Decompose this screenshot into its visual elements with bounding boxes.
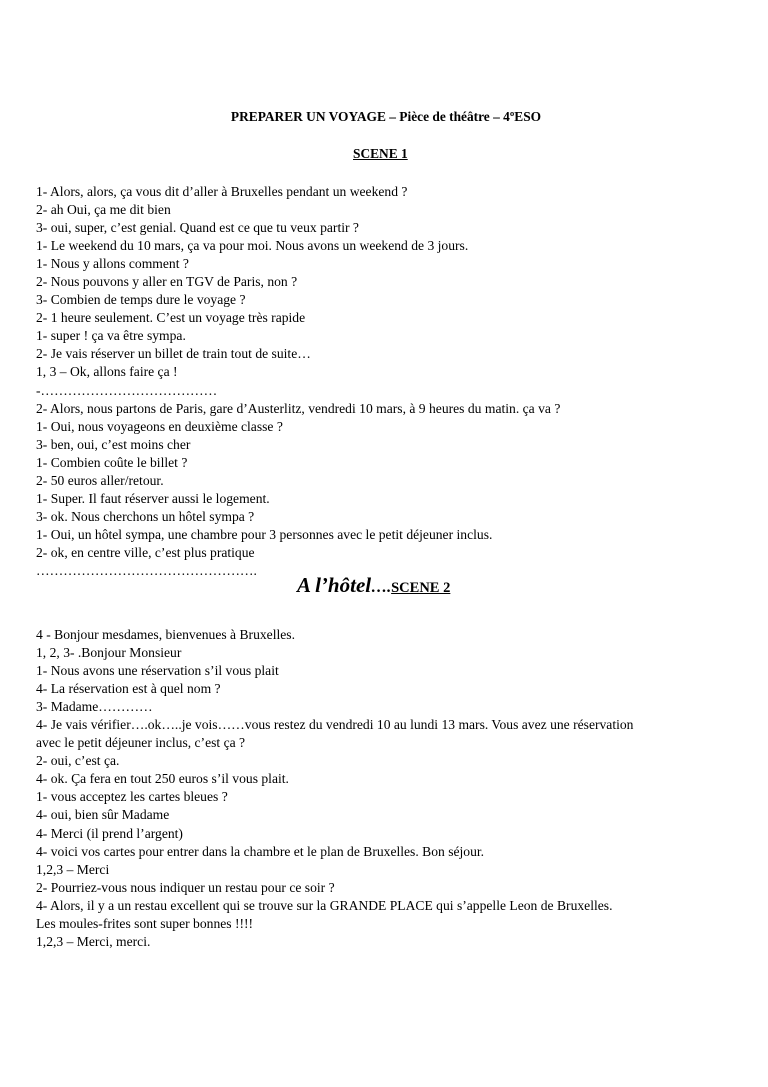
dialogue-line: 1- Combien coûte le billet ?: [36, 454, 188, 470]
scene-2-heading-label: SCENE 2: [391, 580, 451, 596]
dialogue-line: 2- ok, en centre ville, c’est plus pratique: [36, 544, 255, 560]
dialogue-line: 4- ok. Ça fera en tout 250 euros s’il vous plait.: [36, 771, 289, 787]
dialogue-line: 4- Je vais vérifier….ok…..je vois……vous restez du vendredi 10 au lundi 13 mars. Vous avez une réservation: [36, 717, 634, 733]
dialogue-line: avec le petit déjeuner inclus, c’est ça ?: [36, 735, 246, 751]
dialogue-line: 2- Alors, nous partons de Paris, gare d’Austerlitz, vendredi 10 mars, à 9 heures du matin. ça va ?: [36, 400, 561, 416]
dialogue-line: 2- Nous pouvons y aller en TGV de Paris, non ?: [36, 274, 298, 290]
dialogue-line: 3- Madame…………: [36, 699, 153, 715]
dialogue-line: Les moules-frites sont super bonnes !!!!: [36, 915, 254, 931]
dialogue-line: 4- La réservation est à quel nom ?: [36, 681, 221, 697]
scene-2-heading-main: A l’hôtel: [297, 573, 372, 597]
dialogue-line: 1- super ! ça va être sympa.: [36, 328, 186, 344]
dialogue-line: 1- vous acceptez les cartes bleues ?: [36, 789, 228, 805]
dialogue-line: 1,2,3 – Merci, merci.: [36, 933, 151, 949]
dialogue-line: 1,2,3 – Merci: [36, 861, 110, 877]
dialogue-line: 3- ok. Nous cherchons un hôtel sympa ?: [36, 508, 255, 524]
dialogue-line: 2- oui, c’est ça.: [36, 753, 120, 769]
dialogue-line: 1- Oui, nous voyageons en deuxième classe ?: [36, 418, 283, 434]
document-title: [0, 109, 768, 125]
dialogue-line: 2- Pourriez-vous nous indiquer un restau pour ce soir ?: [36, 879, 335, 895]
dialogue-line: 2- Je vais réserver un billet de train tout de suite…: [36, 346, 311, 362]
dialogue-line: 1, 3 – Ok, allons faire ça !: [36, 364, 178, 380]
dialogue-line: 2- 50 euros aller/retour.: [36, 472, 164, 488]
document-title-text: PREPARER UN VOYAGE – Pièce de théâtre – 4ºESO: [230, 109, 542, 124]
dialogue-separator: ………………………………………….: [36, 562, 257, 578]
dialogue-line: 4- oui, bien sûr Madame: [36, 807, 170, 823]
dialogue-separator: -…………………………………: [36, 382, 218, 398]
dialogue-line: 1- Super. Il faut réserver aussi le logement.: [36, 490, 270, 506]
dialogue-line: 1- Le weekend du 10 mars, ça va pour moi. Nous avons un weekend de 3 jours.: [36, 238, 469, 254]
dialogue-line: 1- Nous y allons comment ?: [36, 256, 189, 272]
dialogue-line: 1, 2, 3- .Bonjour Monsieur: [36, 645, 182, 661]
scene-2-heading-dots: ….: [371, 579, 392, 596]
dialogue-line: 3- oui, super, c’est genial. Quand est ce que tu veux partir ?: [36, 220, 359, 236]
scene-2-heading: [297, 573, 450, 598]
dialogue-line: 1- Oui, un hôtel sympa, une chambre pour 3 personnes avec le petit déjeuner inclus.: [36, 526, 493, 542]
dialogue-line: 4- voici vos cartes pour entrer dans la chambre et le plan de Bruxelles. Bon séjour.: [36, 843, 485, 859]
dialogue-line: 2- 1 heure seulement. C’est un voyage très rapide: [36, 310, 306, 326]
scene-2-dialogue: [36, 626, 736, 951]
scene-1-heading: SCENE 1: [353, 146, 408, 161]
dialogue-line: 4- Alors, il y a un restau excellent qui se trouve sur la GRANDE PLACE qui s’appelle Leon de Bruxelles.: [36, 897, 613, 913]
dialogue-line: 4 - Bonjour mesdames, bienvenues à Bruxelles.: [36, 627, 295, 642]
scene-1-dialogue: [36, 183, 736, 580]
dialogue-line: 2- ah Oui, ça me dit bien: [36, 202, 171, 218]
dialogue-line: 1- Alors, alors, ça vous dit d’aller à Bruxelles pendant un weekend ?: [36, 184, 408, 199]
dialogue-line: 4- Merci (il prend l’argent): [36, 825, 183, 841]
dialogue-line: 1- Nous avons une réservation s’il vous plait: [36, 663, 279, 679]
dialogue-line: 3- Combien de temps dure le voyage ?: [36, 292, 246, 308]
dialogue-line: 3- ben, oui, c’est moins cher: [36, 436, 191, 452]
